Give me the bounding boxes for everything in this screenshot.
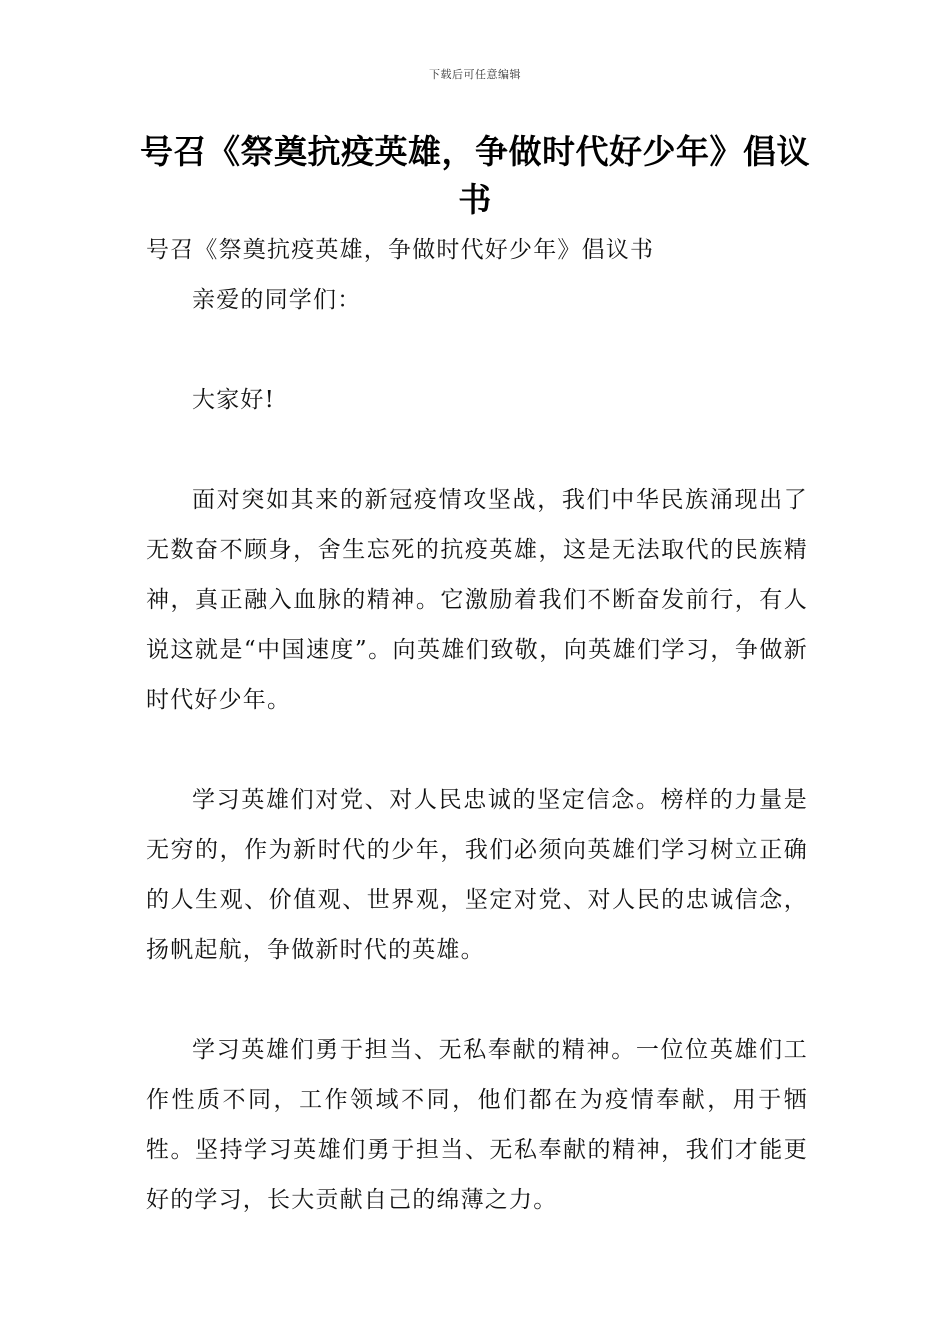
document-body	[146, 225, 808, 1225]
body-paragraph: 学习英雄们对党、对人民忠诚的坚定信念。榜样的力量是无穷的，作为新时代的少年，我们必须向英雄们学习树立正确的人生观、价值观、世界观，坚定对党、对人民的忠诚信念，扬帆起航，争做新时代的英雄。	[146, 787, 808, 963]
greeting: 大家好!	[192, 387, 276, 413]
salutation: 亲爱的同学们：	[192, 287, 362, 313]
document-title: 号召《祭奠抗疫英雄，争做时代好少年》倡议书	[140, 132, 810, 219]
document-subtitle: 号召《祭奠抗疫英雄，争做时代好少年》倡议书	[146, 237, 655, 263]
body-paragraph: 面对突如其来的新冠疫情攻坚战，我们中华民族涌现出了无数奋不顾身，舍生忘死的抗疫英雄，这是无法取代的民族精神，真正融入血脉的精神。它激励着我们不断奋发前行，有人说这就是“中国速度”。向英雄们致敬，向英雄们学习，争做新时代好少年。	[146, 487, 808, 713]
page-header-note: 下载后可任意编辑	[429, 68, 521, 81]
body-paragraph: 学习英雄们勇于担当、无私奉献的精神。一位位英雄们工作性质不同，工作领域不同，他们都在为疫情奉献，用于牺牲。坚持学习英雄们勇于担当、无私奉献的精神，我们才能更好的学习，长大贡献自己的绵薄之力。	[146, 1037, 808, 1213]
